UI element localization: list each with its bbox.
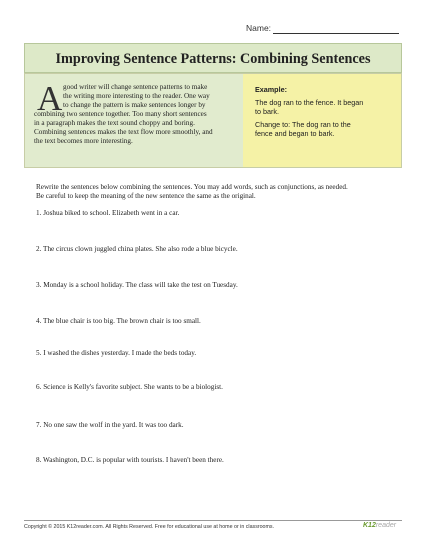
footer-divider xyxy=(24,520,402,521)
instructions-line: Rewrite the sentences below combining the sentences. You may add words, such as conjunctions, as needed. xyxy=(36,183,348,191)
intro-panel xyxy=(25,74,243,167)
question-6: 6. Science is Kelly's favorite subject. She wants to be a biologist. xyxy=(36,383,223,391)
example-panel xyxy=(243,74,401,167)
drop-cap: A xyxy=(37,79,63,118)
question-5: 5. I washed the dishes yesterday. I made the beds today. xyxy=(36,349,197,357)
instructions-line: Be careful to keep the meaning of the new sentence the same as the original. xyxy=(36,192,256,200)
intro-line: combining two sentence together. Too many short sentences xyxy=(34,110,207,118)
question-3: 3. Monday is a school holiday. The class will take the test on Tuesday. xyxy=(36,281,238,289)
title-banner xyxy=(24,43,402,73)
logo-k12: K12 xyxy=(363,522,376,529)
intro-line: Combining sentences makes the text flow more smoothly, and xyxy=(34,128,213,136)
name-write-line[interactable] xyxy=(273,33,399,34)
intro-box xyxy=(24,73,402,168)
k12reader-logo xyxy=(363,522,396,529)
copyright-text: Copyright © 2015 K12reader.com. All Rights Reserved. Free for educational use at home or in classrooms. xyxy=(24,524,275,530)
page-title: Improving Sentence Patterns: Combining Sentences xyxy=(55,51,371,67)
name-row xyxy=(0,23,425,39)
name-label: Name: xyxy=(246,23,272,33)
intro-line: good writer will change sentence patterns to make xyxy=(63,83,208,91)
question-2: 2. The circus clown juggled china plates. She also rode a blue bicycle. xyxy=(36,245,238,253)
question-4: 4. The blue chair is too big. The brown chair is too small. xyxy=(36,317,201,325)
intro-line: the text becomes more interesting. xyxy=(34,137,133,145)
question-1: 1. Joshua biked to school. Elizabeth went in a car. xyxy=(36,209,180,217)
logo-reader: reader xyxy=(375,522,397,529)
example-title: Example: xyxy=(255,85,287,94)
example-line: Change to: The dog ran to the xyxy=(255,120,351,129)
example-line: fence and began to bark. xyxy=(255,129,335,138)
question-8: 8. Washington, D.C. is popular with tourists. I haven't been there. xyxy=(36,456,224,464)
intro-line: the writing more interesting to the reader. One way xyxy=(63,92,210,100)
question-7: 7. No one saw the wolf in the yard. It was too dark. xyxy=(36,421,184,429)
intro-line: to change the pattern is make sentences longer by xyxy=(63,101,206,109)
intro-line: in a paragraph makes the text sound choppy and boring. xyxy=(34,119,195,127)
example-line: to bark. xyxy=(255,107,279,116)
example-line: The dog ran to the fence. It began xyxy=(255,98,364,107)
